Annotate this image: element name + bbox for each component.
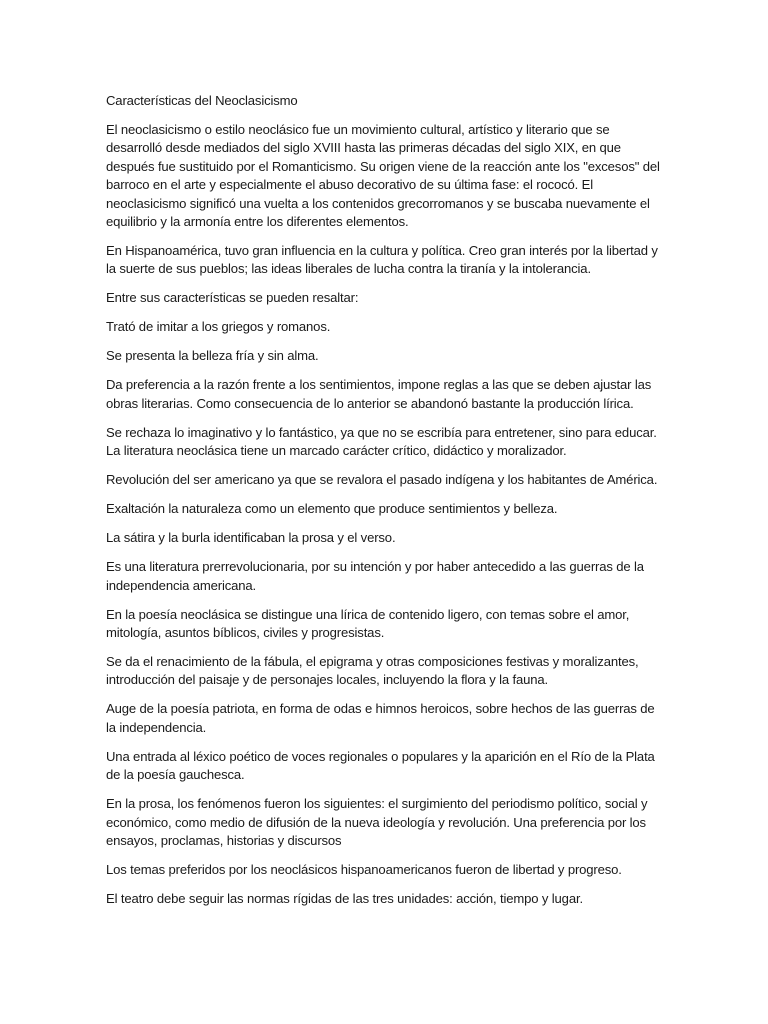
paragraph-characteristic: En la prosa, los fenómenos fueron los siguientes: el surgimiento del periodismo político, social y económico, como medio de difusión de la nueva ideología y revolución. Una preferencia por los ensayos, proclamas, historias y discursos	[106, 796, 648, 849]
paragraph-characteristic: Se rechaza lo imaginativo y lo fantástico, ya que no se escribía para entretener, sino para educar. La literatura neoclásica tiene un marcado carácter crítico, didáctico y moralizador.	[106, 424, 657, 459]
paragraph-hispanoamerica: En Hispanoamérica, tuvo gran influencia en la cultura y política. Creo gran interés por la libertad y la suerte de sus pueblos; las ideas liberales de lucha contra la tiranía y la intolerancia.	[106, 243, 658, 277]
paragraph-characteristic: Una entrada al léxico poético de voces regionales o populares y la aparición en el Río de la Plata de la poesía gauchesca.	[106, 748, 655, 783]
paragraph-characteristic: Revolución del ser americano ya que se revalora el pasado indígena y los habitantes de América.	[106, 472, 658, 488]
paragraph-characteristic: Auge de la poesía patriota, en forma de odas e himnos heroicos, sobre hechos de las guerras de la independencia.	[106, 701, 655, 735]
paragraph-characteristic: Se presenta la belleza fría y sin alma.	[106, 348, 319, 364]
paragraph-characteristics-intro: Entre sus características se pueden resaltar:	[106, 290, 359, 306]
paragraph-characteristic: La sátira y la burla identificaban la prosa y el verso.	[106, 530, 396, 546]
paragraph-characteristic: Se da el renacimiento de la fábula, el epigrama y otras composiciones festivas y moralizantes, introducción del paisaje y de personajes locales, incluyendo la flora y la fauna.	[106, 654, 639, 688]
paragraph-characteristic: Exaltación la naturaleza como un elemento que produce sentimientos y belleza.	[106, 501, 558, 517]
paragraph-characteristic: El teatro debe seguir las normas rígidas de las tres unidades: acción, tiempo y lugar.	[106, 891, 583, 907]
paragraph-characteristic: Da preferencia a la razón frente a los sentimientos, impone reglas a las que se deben ajustar las obras literarias. Como consecuencia de lo anterior se abandonó bastante la producción lírica.	[106, 377, 652, 411]
paragraph-characteristic: Es una literatura prerrevolucionaria, por su intención y por haber antecedido a las guerras de la independencia americana.	[106, 559, 644, 593]
paragraph-intro: El neoclasicismo o estilo neoclásico fue un movimiento cultural, artístico y literario que se desarrolló desde mediados del siglo XVIII hasta las primeras décadas del siglo XIX, en que después fue sustituido por el Romanticismo. Su origen viene de la reacción ante los "excesos" del barroco en el arte y especialmente el abuso decorativo de su última fase: el rococó. El neoclasicismo significó una vuelta a los contenidos grecorromanos y se buscaba nuevamente el equilibrio y la armonía entre los diferentes elementos.	[106, 122, 660, 230]
paragraph-characteristic: Los temas preferidos por los neoclásicos hispanoamericanos fueron de libertad y progreso.	[106, 862, 622, 878]
paragraph-characteristic: En la poesía neoclásica se distingue una lírica de contenido ligero, con temas sobre el amor, mitología, asuntos bíblicos, civiles y progresistas.	[106, 606, 630, 641]
paragraph-characteristic: Trató de imitar a los griegos y romanos.	[106, 319, 331, 335]
document-body	[106, 92, 662, 919]
document-title: Características del Neoclasicismo	[106, 93, 298, 108]
